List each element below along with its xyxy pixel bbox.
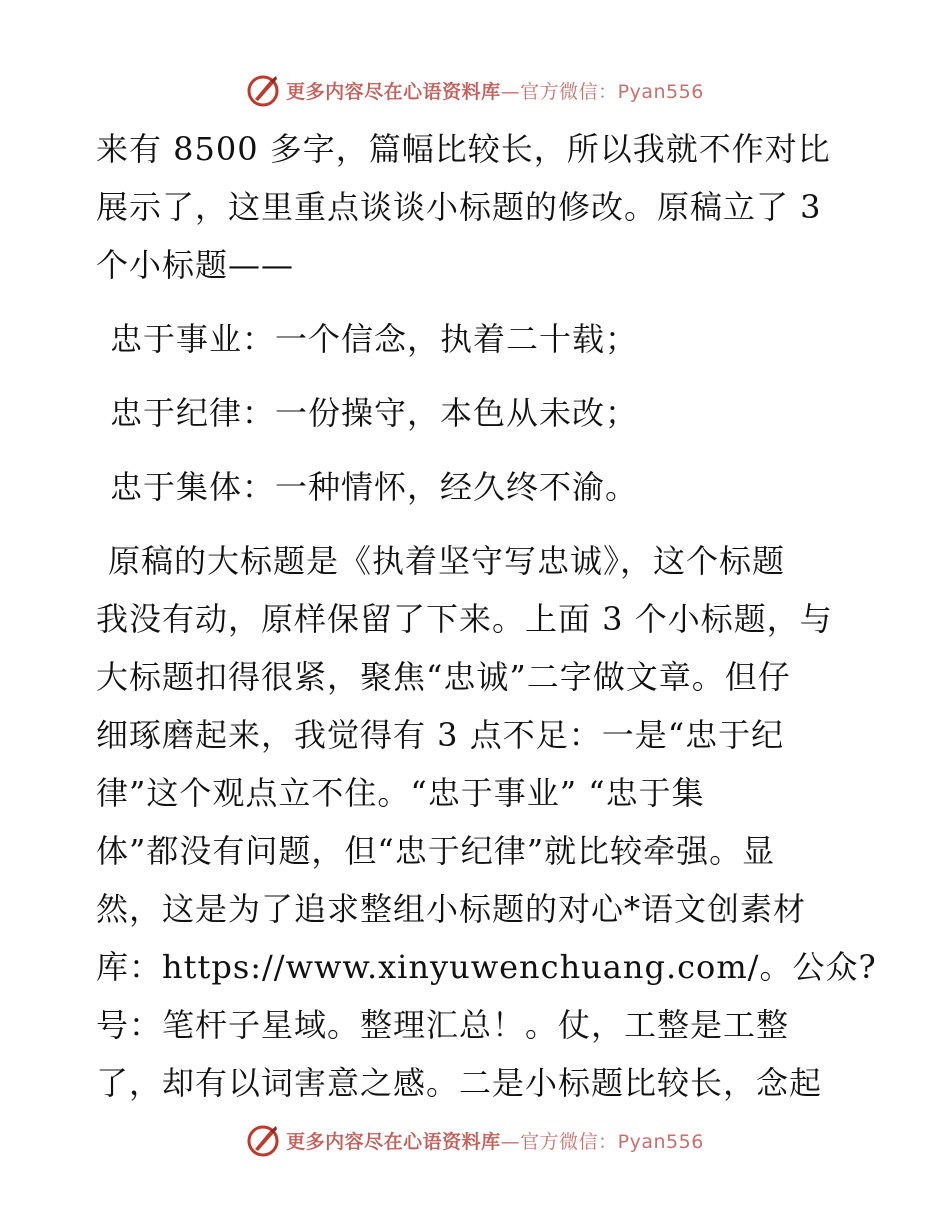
footer-banner xyxy=(0,1120,950,1160)
header-banner xyxy=(0,70,950,110)
footer-banner-text xyxy=(286,1127,704,1154)
text-line: 个小标题—— xyxy=(96,246,295,284)
text-line: 我没有动，原样保留了下来。上面 3 个小标题，与 xyxy=(96,600,833,638)
text-line: 来有 8500 多字，篇幅比较长，所以我就不作对比 xyxy=(96,130,831,168)
text-line: 库：https://www.xinyuwenchuang.com/。公众? xyxy=(96,948,877,986)
header-banner-rest: —官方微信：Pyan556 xyxy=(500,80,704,103)
subtitle-item xyxy=(96,384,856,442)
header-banner-highlight: 更多内容尽在心语资料库 xyxy=(286,80,501,103)
quill-logo-icon xyxy=(246,73,280,107)
text-line: 原稿的大标题是《执着坚守写忠诚》，这个标题 xyxy=(108,542,786,580)
text-line: 然，这是为了追求整组小标题的对心*语文创素材 xyxy=(96,890,807,928)
subtitle-text: 忠于事业：一个信念，执着二十载； xyxy=(110,320,639,358)
text-line: 律”这个观点立不住。“忠于事业” “忠于集 xyxy=(96,774,705,812)
subtitle-text: 忠于纪律：一份操守，本色从未改； xyxy=(110,394,639,432)
subtitle-item xyxy=(96,458,856,516)
intro-paragraph xyxy=(96,120,856,294)
subtitle-item xyxy=(96,310,856,368)
subtitle-text: 忠于集体：一种情怀，经久终不渝。 xyxy=(110,468,639,506)
main-paragraph xyxy=(96,532,877,1112)
footer-banner-highlight: 更多内容尽在心语资料库 xyxy=(286,1130,501,1153)
text-line: 号：笔杆子星域。整理汇总！。仗，工整是工整 xyxy=(96,1006,790,1044)
text-line: 了，却有以词害意之感。二是小标题比较长，念起 xyxy=(96,1064,823,1102)
footer-banner-rest: —官方微信：Pyan556 xyxy=(500,1130,704,1153)
header-banner-text xyxy=(286,77,704,104)
quill-logo-icon xyxy=(246,1123,280,1157)
text-line: 体”都没有问题，但“忠于纪律”就比较牵强。显 xyxy=(96,832,776,870)
text-line: 大标题扣得很紧，聚焦“忠诚”二字做文章。但仔 xyxy=(96,658,791,696)
text-line: 细琢磨起来，我觉得有 3 点不足：一是“忠于纪 xyxy=(96,716,785,754)
text-line: 展示了，这里重点谈谈小标题的修改。原稿立了 3 xyxy=(96,188,822,226)
document-body xyxy=(96,120,877,1112)
